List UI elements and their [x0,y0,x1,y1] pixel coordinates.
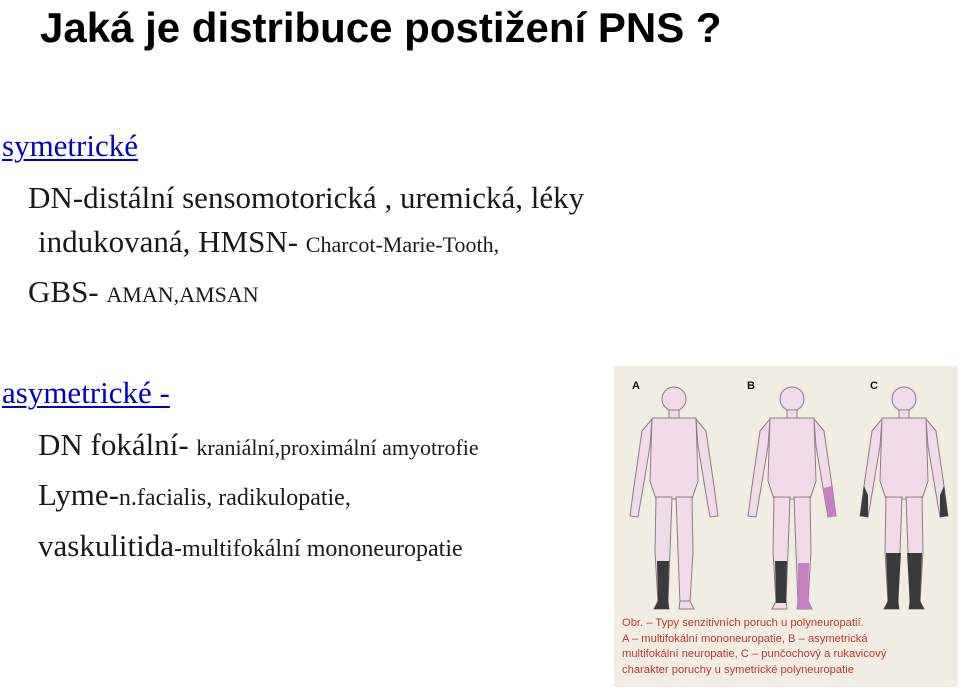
symmetric-heading: symetrické [2,128,139,163]
figure-b-body [748,387,836,609]
asymmetric-line-3-detail: -multifokální mononeuropatie [174,536,463,562]
asymmetric-line-1-detail: kraniální,proximální amyotrofie [196,435,479,460]
panel-label-a: A [632,380,640,392]
panel-label-b: B [747,380,755,392]
figure-a-body [630,387,718,609]
symmetric-line-1: DN-distální sensomotorická , uremická, léky [28,180,585,215]
asymmetric-line-1 [38,427,479,463]
asymmetric-line-1-main: DN fokální- [38,427,197,462]
symmetric-line-2 [38,224,499,260]
symmetric-line-2-detail: Charcot-Marie-Tooth, [305,232,500,257]
symmetric-line-2-main: indukovaná, HMSN- [38,224,306,259]
caption-line: multifokální neuropatie, C – punčochový a rukavicový [622,648,887,661]
asymmetric-line-2-detail: n.facialis, radikulopatie, [118,485,351,511]
caption-line: Obr. – Typy senzitivních poruch u polyneuropatií. [622,617,864,629]
caption-line: A – multifokální mononeuropatie, B – asymetrická [622,632,868,645]
asymmetric-line-3-main: vaskulitida [38,528,175,563]
asymmetric-line-2 [38,477,351,513]
body-diagrams [614,366,958,616]
panel-label-c: C [870,380,878,392]
slide-title: Jaká je distribuce postižení PNS ? [40,4,722,51]
asymmetric-line-3 [38,528,463,564]
figure-c-body [860,387,948,609]
asymmetric-heading: asymetrické - [2,375,170,410]
polyneuropathy-figure [614,366,958,687]
asymmetric-line-2-main: Lyme- [38,477,119,512]
caption-line: charakter poruchy u symetrické polyneuropatie [622,663,854,676]
symmetric-line-3-detail: AMAN,AMSAN [106,282,259,307]
symmetric-line-3 [28,274,259,310]
symmetric-line-3-main: GBS- [28,274,107,309]
figure-caption [622,616,954,678]
